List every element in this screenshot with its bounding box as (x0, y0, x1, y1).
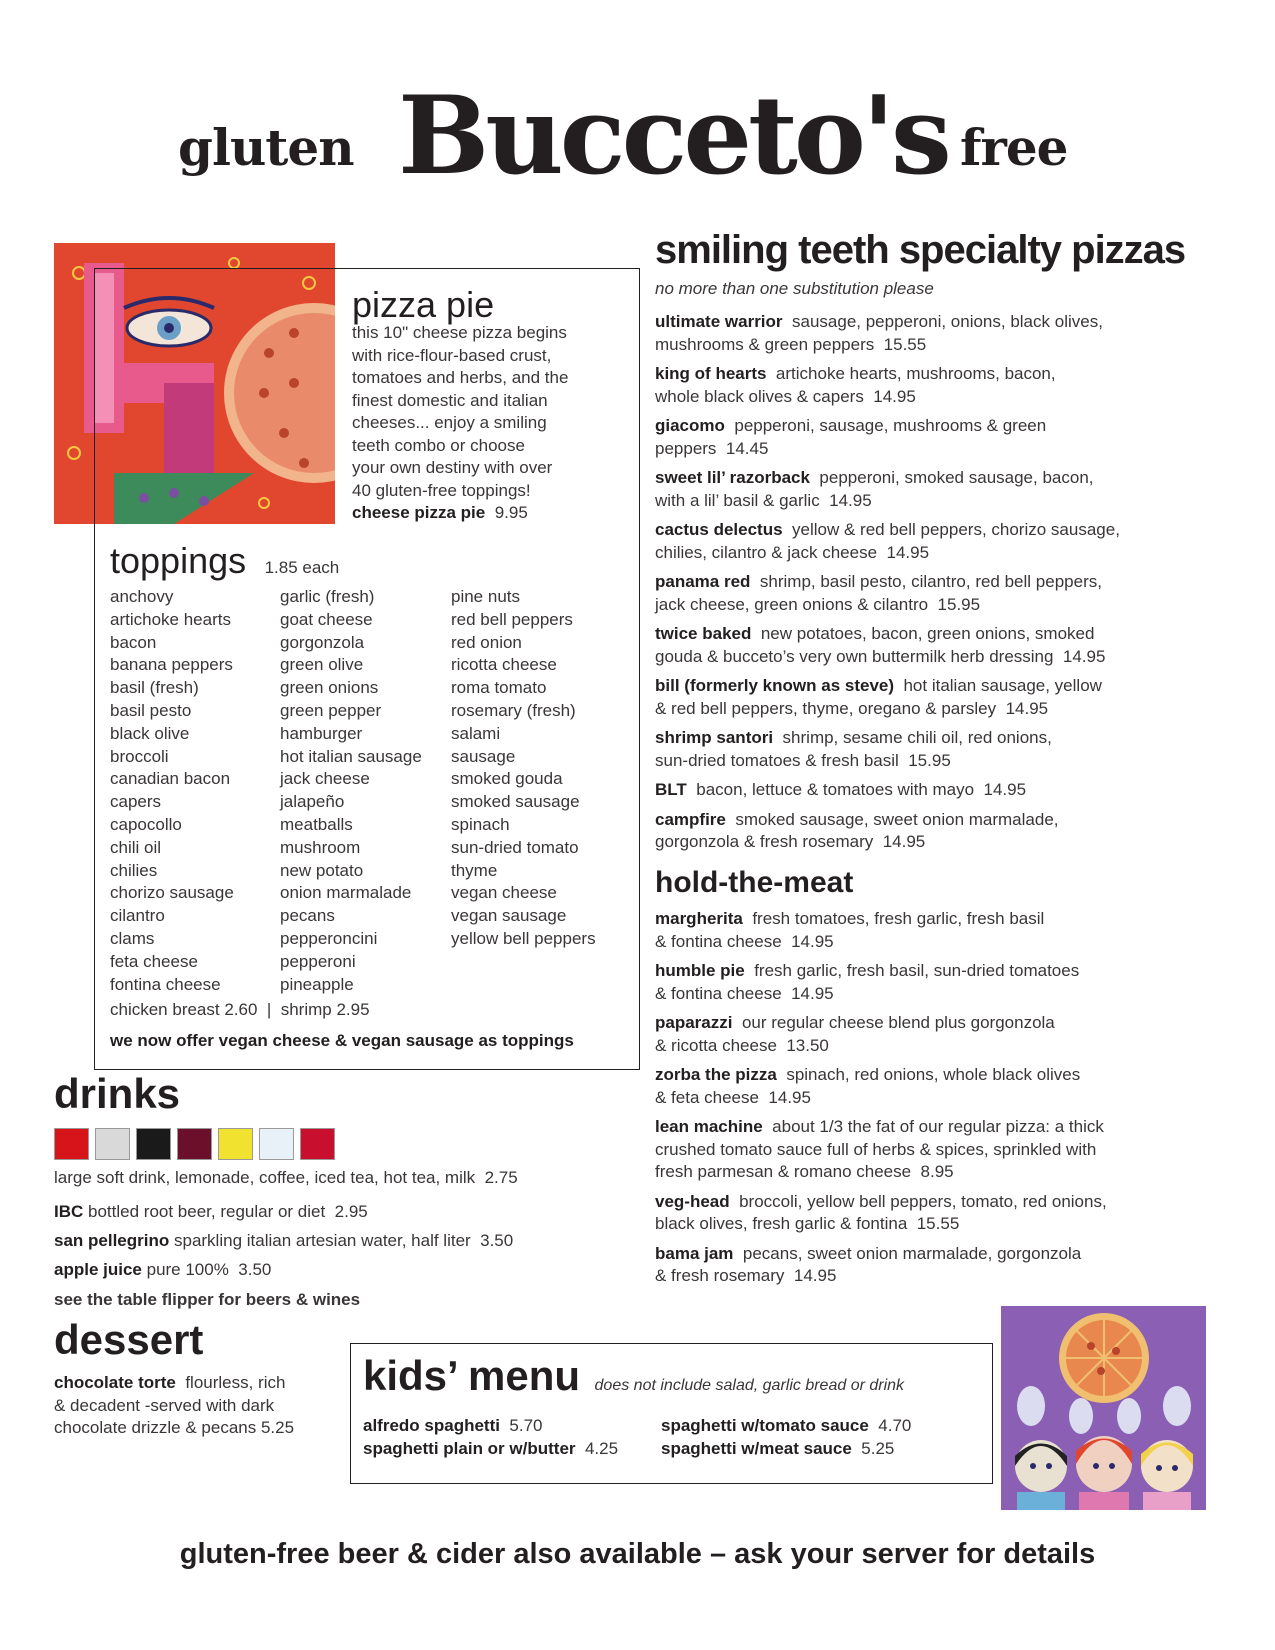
pizza-item-line: with a lil’ basil & garlic 14.95 (655, 490, 872, 510)
pizza-desc: hot italian sausage, yellow (903, 676, 1102, 695)
topping-item: yellow bell peppers (451, 928, 596, 948)
header-logo (0, 60, 1275, 220)
pizza-item (655, 571, 1235, 616)
pizza-item (655, 467, 1235, 512)
pizza-pie-line: with rice-flour-based crust, (352, 345, 552, 365)
pizza-item (655, 519, 1235, 564)
pizza-desc: pepperoni, smoked sausage, bacon, (819, 468, 1094, 487)
topping-item: pecans (280, 906, 335, 926)
drink-name: san pellegrino (54, 1231, 170, 1250)
pizza-item (655, 623, 1235, 668)
dessert-line-3: chocolate drizzle & pecans 5.25 (54, 1418, 295, 1437)
topping-item: chili oil (110, 837, 162, 857)
drink-logo-icon (218, 1128, 253, 1160)
topping-item: smoked gouda (451, 769, 563, 789)
topping-item: basil (fresh) (110, 678, 199, 698)
pizza-desc: shrimp, sesame chili oil, red onions, (782, 728, 1052, 747)
pizza-item (655, 363, 1235, 408)
pizza-desc: smoked sausage, sweet onion marmalade, (735, 809, 1059, 829)
pizza-name: giacomo (655, 416, 725, 435)
pizza-item-line-1 (655, 467, 1235, 490)
pizza-item (655, 960, 1235, 1005)
pizza-item-line: jack cheese, green onions & cilantro 15.95 (655, 594, 981, 614)
pizza-item-line: gouda & bucceto’s very own buttermilk herb dressing 14.95 (655, 646, 1106, 666)
logo-word-gluten: gluten (178, 118, 354, 177)
pizza-desc: sausage, pepperoni, onions, black olives, (792, 312, 1103, 331)
topping-item: gorgonzola (280, 632, 365, 652)
pizza-pie-line: your own destiny with over (352, 458, 553, 477)
drink-item (54, 1231, 513, 1251)
kids-item (363, 1414, 618, 1437)
topping-item: ricotta cheese (451, 655, 557, 675)
pizza-desc: shrimp, basil pesto, cilantro, red bell peppers, (759, 572, 1102, 591)
pizza-name: lean machine (655, 1117, 763, 1136)
kids-title: kids’ menu (363, 1352, 581, 1399)
topping-item: meatballs (280, 814, 353, 834)
toppings-column-1 (110, 586, 234, 996)
pizza-desc: our regular cheese blend plus gorgonzola (741, 1013, 1055, 1032)
dessert-desc: flourless, rich (185, 1373, 286, 1392)
pizza-desc: about 1/3 the fat of our regular pizza: a thick (772, 1117, 1104, 1136)
topping-item: thyme (451, 860, 498, 880)
topping-item: jack cheese (280, 769, 370, 789)
pizza-pie-line: tomatoes and herbs, and the (352, 368, 569, 387)
pizza-desc: fresh tomatoes, fresh garlic, fresh basil (752, 909, 1045, 928)
pizza-item-line: black olives, fresh garlic & fontina 15.55 (655, 1214, 960, 1233)
pizza-desc: pepperoni, sausage, mushrooms & green (734, 416, 1047, 435)
pizza-name: sweet lil’ razorback (655, 468, 810, 487)
pizza-name: panama red (655, 572, 751, 591)
pizza-item-line: peppers 14.45 (655, 438, 769, 458)
pizza-desc: artichoke hearts, mushrooms, bacon, (775, 364, 1056, 383)
pizza-name: twice baked (655, 624, 752, 643)
pizza-desc: pecans, sweet onion marmalade, gorgonzola (742, 1243, 1082, 1263)
pizza-item (655, 779, 1235, 802)
pizza-item-line-1 (655, 623, 1235, 646)
pizza-item-line-1 (655, 960, 1235, 983)
pizza-name: cactus delectus (655, 520, 783, 539)
topping-item: pepperoni (280, 951, 356, 971)
toppings-price: 1.85 each (264, 558, 340, 577)
topping-item: cilantro (110, 906, 165, 926)
toppings-title: toppings (110, 540, 247, 581)
drink-logo-icon (177, 1128, 212, 1160)
topping-item: sun-dried tomato (451, 837, 579, 857)
topping-item: jalapeño (280, 792, 345, 812)
pizza-name: BLT (655, 780, 687, 799)
pizza-name: margherita (655, 909, 743, 928)
topping-item: capocollo (110, 814, 182, 834)
topping-item: garlic (fresh) (280, 587, 375, 606)
pizza-item-line-1 (655, 727, 1235, 750)
pizza-item-line-1 (655, 1064, 1235, 1087)
pizza-item-line-1 (655, 908, 1235, 931)
topping-item: canadian bacon (110, 769, 231, 789)
cheese-pizza-name: cheese pizza pie (352, 503, 486, 522)
topping-item: smoked sausage (451, 792, 580, 812)
topping-item: banana peppers (110, 655, 233, 675)
logo-brand: Bucceto's (398, 73, 948, 199)
pizza-pie-line: teeth combo or choose (352, 435, 525, 455)
soft-drink-logos (54, 1128, 341, 1165)
topping-item: pineapple (280, 974, 354, 994)
pizza-pie-description (352, 322, 622, 525)
topping-item: green olive (280, 655, 364, 675)
pizza-item-line: & fontina cheese 14.95 (655, 983, 834, 1003)
topping-item: black olive (110, 723, 190, 743)
pizza-pie-line: this 10" cheese pizza begins (352, 323, 567, 342)
pizza-name: shrimp santori (655, 728, 774, 747)
topping-item: onion marmalade (280, 883, 412, 903)
pizza-item-line: sun-dried tomatoes & fresh basil 15.95 (655, 750, 951, 770)
pizza-item-line: chilies, cilantro & jack cheese 14.95 (655, 542, 930, 562)
pizza-name: humble pie (655, 961, 745, 980)
topping-item: bacon (110, 632, 157, 652)
dessert-description (54, 1372, 344, 1440)
pizza-item (655, 908, 1235, 953)
topping-item: chorizo sausage (110, 883, 234, 903)
topping-item: broccoli (110, 746, 169, 766)
topping-item: rosemary (fresh) (451, 700, 576, 720)
drink-item (54, 1202, 368, 1222)
pizza-name: ultimate warrior (655, 312, 783, 331)
pizza-item (655, 675, 1235, 720)
kids-item-price: 4.25 (584, 1439, 619, 1458)
pizza-item-line-1 (655, 311, 1235, 334)
dessert-line-1 (54, 1372, 344, 1395)
topping-item: green onions (280, 678, 379, 698)
pizza-item-line: & ricotta cheese 13.50 (655, 1035, 829, 1055)
pizza-item-line: & red bell peppers, thyme, oregano & parsley 14.95 (655, 698, 1049, 718)
kids-item-price: 5.25 (861, 1439, 895, 1458)
pizza-item-line: fresh parmesan & romano cheese 8.95 (655, 1162, 954, 1181)
topping-item: fontina cheese (110, 974, 221, 994)
drinks-title: drinks (54, 1070, 181, 1117)
dessert-title: dessert (54, 1316, 204, 1363)
kids-item-price: 5.70 (509, 1416, 543, 1435)
footer-note: gluten-free beer & cider also available – ask your server for details (179, 1538, 1096, 1570)
pizza-pie-line: cheeses... enjoy a smiling (352, 413, 547, 432)
pizza-item-line-1 (655, 571, 1235, 594)
drink-name: apple juice (54, 1260, 142, 1279)
topping-item: red bell peppers (451, 609, 573, 629)
topping-item: spinach (451, 814, 510, 834)
drink-desc: sparkling italian artesian water, half liter 3.50 (173, 1231, 514, 1250)
topping-item: basil pesto (110, 700, 192, 720)
topping-item: chilies (110, 860, 158, 880)
kids-left-column (363, 1414, 618, 1460)
pizza-pie-line: finest domestic and italian (352, 390, 548, 410)
pizza-desc: bacon, lettuce & tomatoes with mayo 14.95 (696, 780, 1027, 799)
topping-item: capers (110, 792, 162, 812)
pizza-item (655, 1191, 1235, 1236)
pizza-item-line: & feta cheese 14.95 (655, 1087, 811, 1107)
pizza-item (655, 311, 1235, 356)
pizza-item-line-1 (655, 1191, 1235, 1214)
kids-right-column (661, 1414, 911, 1460)
drink-desc: pure 100% 3.50 (146, 1260, 272, 1279)
pizza-item (655, 1064, 1235, 1109)
pizza-desc: spinach, red onions, whole black olives (786, 1065, 1081, 1084)
kids-item-name: spaghetti w/tomato sauce (661, 1416, 869, 1435)
pizza-item (655, 727, 1235, 772)
pizza-name: bama jam (655, 1243, 734, 1263)
cheese-pizza-price-line (352, 502, 622, 525)
pizza-name: bill (formerly known as steve) (655, 676, 895, 695)
drink-logo-icon (54, 1128, 89, 1160)
kids-header (363, 1352, 904, 1400)
pizza-item-line-1 (655, 1243, 1235, 1266)
pizza-pie-line: 40 gluten-free toppings! (352, 480, 531, 500)
cheese-pizza-price: 9.95 (494, 503, 528, 522)
pizza-name: campfire (655, 809, 726, 829)
pizza-item (655, 415, 1235, 460)
topping-item: green pepper (280, 700, 382, 720)
pizza-item-line: crushed tomato sauce full of herbs & spices, sprinkled with (655, 1139, 1097, 1159)
topping-item: salami (451, 723, 501, 743)
topping-item: mushroom (280, 837, 361, 857)
topping-item: hamburger (280, 723, 363, 743)
dessert-line-2: & decadent -served with dark (54, 1395, 275, 1415)
pizza-item-line: mushrooms & green peppers 15.55 (655, 334, 927, 354)
soft-drinks-line: large soft drink, lemonade, coffee, iced tea, hot tea, milk 2.75 (54, 1168, 518, 1187)
pizza-desc: new potatoes, bacon, green onions, smoked (760, 624, 1095, 643)
pizza-desc: fresh garlic, fresh basil, sun-dried tomatoes (754, 961, 1080, 980)
drink-desc: bottled root beer, regular or diet 2.95 (88, 1202, 368, 1221)
specialty-title: smiling teeth specialty pizzas (655, 228, 1186, 272)
pizza-item-line-1 (655, 1116, 1235, 1139)
kids-illustration (1001, 1306, 1206, 1510)
logo-word-free: free (960, 118, 1068, 177)
topping-item: vegan cheese (451, 883, 557, 903)
kids-item-name: alfredo spaghetti (363, 1416, 500, 1435)
pizza-item-line: & fresh rosemary 14.95 (655, 1266, 837, 1285)
pizza-name: veg-head (655, 1191, 730, 1211)
specialty-subtitle: no more than one substitution please (655, 279, 934, 298)
pizza-item (655, 1243, 1235, 1288)
hold-the-meat-title: hold-the-meat (655, 866, 854, 899)
pizza-desc: yellow & red bell peppers, chorizo sausage, (792, 520, 1120, 539)
pizza-item-line: & fontina cheese 14.95 (655, 931, 834, 951)
kids-item-name: spaghetti w/meat sauce (661, 1439, 852, 1458)
drink-logo-icon (300, 1128, 335, 1160)
kids-item-price: 4.70 (878, 1416, 912, 1435)
topping-item: red onion (451, 632, 522, 652)
toppings-column-2 (280, 586, 422, 996)
pizza-name: paparazzi (655, 1013, 733, 1032)
pizza-desc: broccoli, yellow bell peppers, tomato, red onions, (739, 1191, 1107, 1211)
pizza-item-line-1 (655, 779, 1235, 802)
kids-item (661, 1414, 911, 1437)
drink-name: IBC (54, 1202, 84, 1221)
pizza-name: zorba the pizza (655, 1065, 777, 1084)
toppings-column-3 (451, 586, 596, 951)
pizza-item-line: gorgonzola & fresh rosemary 14.95 (655, 832, 926, 851)
toppings-extras: chicken breast 2.60 | shrimp 2.95 (110, 1000, 370, 1019)
pizza-item (655, 809, 1235, 854)
drink-logo-icon (259, 1128, 294, 1160)
specialty-list (655, 311, 1235, 861)
drink-logo-icon (95, 1128, 130, 1160)
beer-wine-note: see the table flipper for beers & wines (54, 1290, 361, 1309)
drink-item (54, 1260, 271, 1280)
pizza-pie-title: pizza pie (352, 284, 495, 325)
dessert-name: chocolate torte (54, 1373, 176, 1392)
topping-item: roma tomato (451, 678, 547, 698)
pizza-item (655, 1116, 1235, 1184)
topping-item: goat cheese (280, 609, 373, 629)
pizza-item (655, 1012, 1235, 1057)
pizza-item-line-1 (655, 415, 1235, 438)
kids-item-name: spaghetti plain or w/butter (363, 1439, 576, 1458)
kids-item (363, 1437, 618, 1460)
kids-note: does not include salad, garlic bread or drink (594, 1377, 905, 1394)
topping-item: feta cheese (110, 951, 198, 971)
pizza-item-line-1 (655, 675, 1235, 698)
topping-item: sausage (451, 746, 516, 766)
hold-the-meat-list (655, 908, 1235, 1295)
topping-item: vegan sausage (451, 906, 567, 926)
kids-item (661, 1437, 911, 1460)
vegan-note: we now offer vegan cheese & vegan sausage as toppings (110, 1031, 574, 1050)
pizza-item-line-1 (655, 519, 1235, 542)
topping-item: pepperoncini (280, 928, 378, 948)
drink-logo-icon (136, 1128, 171, 1160)
toppings-header (110, 540, 339, 582)
topping-item: clams (110, 928, 155, 948)
topping-item: pine nuts (451, 587, 520, 606)
topping-item: anchovy (110, 587, 174, 606)
pizza-item-line: whole black olives & capers 14.95 (655, 386, 916, 406)
pizza-item-line-1 (655, 1012, 1235, 1035)
pizza-item-line-1 (655, 363, 1235, 386)
topping-item: artichoke hearts (110, 609, 231, 629)
pizza-item-line-1 (655, 809, 1235, 832)
pizza-name: king of hearts (655, 364, 767, 383)
topping-item: new potato (280, 860, 364, 880)
topping-item: hot italian sausage (280, 746, 422, 766)
